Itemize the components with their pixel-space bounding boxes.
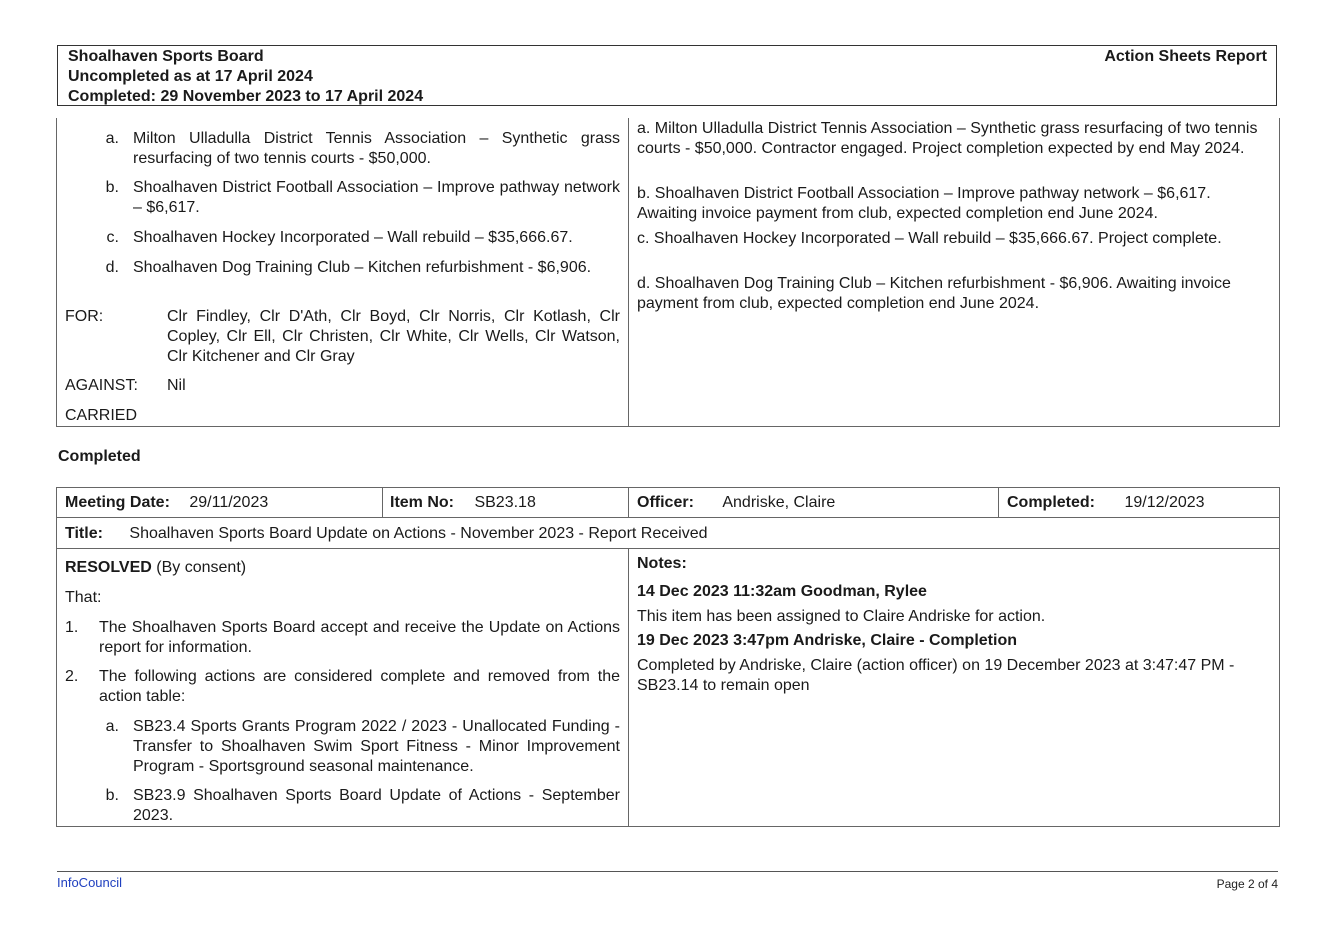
resolved-label: RESOLVED: [65, 559, 152, 576]
note-item-d: d. Shoalhaven Dog Training Club – Kitchen refurbishment - $6,906. Awaiting invoice payment from club, expected completion end June 2024.: [637, 275, 1231, 312]
action-continuation-table: a. Milton Ulladulla District Tennis Association – Synthetic grass resurfacing of two tennis courts - $50,000. b. Shoalhaven District Football Association – Improve pathway network – $6,617. c. Shoalhaven Hockey Incorporated – Wall rebuild – $35,666.67. d. Shoalhaven Dog Training Club – Kitchen refurbishment - $6,906. FOR: Clr Findley, Clr D'Ath, Clr Boyd, Clr Norris, Clr Kotlash, Clr Copley, Clr Ell, Clr Christen, Clr White, Clr Wells, Clr Watson, Clr Kitchener and Clr Gray AGAINST: Nil CARRIED a. Milton Ulladulla District Tennis Association – Synthetic grass resurfacing of two tennis courts - $50,000. Contractor engaged. Project completion expected by end May 2024. b. Shoalhaven District Football Association – Improve pathway network – $6,617. Awaiting invoice payment from club, expected completion end June 2024. c. Shoalhaven Hockey Incorporated – Wall rebuild – $35,666.67. Project complete. d. Shoalhaven Dog Training Club – Kitchen refurbishment - $6,906. Awaiting invoice payment from club, expected completion end June 2024.: [56, 118, 1280, 427]
org-name: Shoalhaven Sports Board: [68, 48, 264, 65]
completed-date-value: 19/12/2023: [1124, 494, 1205, 511]
officer-cell: [637, 493, 835, 513]
column-divider: [628, 548, 629, 826]
cell-divider: [998, 488, 999, 517]
against-label: AGAINST:: [65, 377, 138, 394]
completed-date-cell: [1007, 493, 1205, 513]
note-1-body: This item has been assigned to Claire Andriske for action.: [637, 608, 1046, 625]
cell-divider: [382, 488, 383, 517]
title-row: [65, 524, 708, 544]
meeting-date-value: 29/11/2023: [189, 494, 269, 511]
that-label: That:: [65, 589, 102, 606]
completed-range: Completed: 29 November 2023 to 17 April 2024: [68, 88, 424, 105]
title-label: Title:: [65, 525, 103, 542]
for-councillors: Clr Findley, Clr D'Ath, Clr Boyd, Clr Norris, Clr Kotlash, Clr Copley, Clr Ell, Clr Christen, Clr White, Clr Wells, Clr Watson, Clr Kitchener and Clr Gray: [167, 308, 620, 365]
footer-divider: [57, 871, 1278, 872]
completed-action-table: Meeting Date: 29/11/2023 Item No: SB23.18 Officer: Andriske, Claire Completed: 19/12/2023 Title: Shoalhaven Sports Board Update on Actions - November 2023 - Report Received RESOLVED (By consent) That: 1. The Shoalhaven Sports Board accept and receive the Update on Actions report for information. 2. The following actions are considered complete and removed from the action table: a. SB23.4 Sports Grants Program 2022 / 2023 - Unallocated Funding - Transfer to Shoalhaven Swim Sport Fitness - Minor Improvement Program - Sportsground seasonal maintenance. b. SB23.9 Shoalhaven Sports Board Update of Actions - September 2023. Notes: 14 Dec 2023 11:32am Goodman, Rylee This item has been assigned to Claire Andriske for action. 19 Dec 2023 3:47pm Andriske, Claire - Completion Completed by Andriske, Claire (action officer) on 19 December 2023 at 3:47:47 PM - SB23.14 to remain open: [56, 487, 1280, 827]
note-item-a: a. Milton Ulladulla District Tennis Association – Synthetic grass resurfacing of two tennis courts - $50,000. Contractor engaged. Project completion expected by end May 2024.: [637, 120, 1258, 157]
officer-value: Andriske, Claire: [722, 494, 836, 511]
completed-heading: Completed: [58, 448, 141, 465]
completed-date-label: Completed:: [1007, 494, 1095, 511]
item-no-label: Item No:: [390, 494, 454, 511]
column-divider: [628, 118, 629, 426]
report-title: Action Sheets Report: [1104, 48, 1267, 65]
header-left: [68, 47, 423, 107]
row-divider: [57, 548, 1279, 549]
officer-label: Officer:: [637, 494, 694, 511]
note-item-c: c. Shoalhaven Hockey Incorporated – Wall rebuild – $35,666.67. Project complete.: [637, 230, 1222, 247]
item-no-cell: [390, 493, 536, 513]
note-item-b: b. Shoalhaven District Football Association – Improve pathway network – $6,617. Awaiting invoice payment from club, expected completion end June 2024.: [637, 185, 1211, 222]
resolved-note: (By consent): [151, 559, 247, 576]
page-number: Page 2 of 4: [1216, 877, 1278, 891]
note-2-header: 19 Dec 2023 3:47pm Andriske, Claire - Completion: [637, 632, 1017, 649]
footer-brand: InfoCouncil: [57, 875, 123, 890]
notes-label: Notes:: [637, 555, 687, 572]
for-label: FOR:: [65, 308, 104, 325]
meeting-date-label: Meeting Date:: [65, 494, 170, 511]
uncompleted-date: Uncompleted as at 17 April 2024: [68, 68, 313, 85]
note-2-body: Completed by Andriske, Claire (action officer) on 19 December 2023 at 3:47:47 PM - SB23.14 to remain open: [637, 657, 1235, 694]
resolved-line: [65, 558, 246, 578]
item-no-value: SB23.18: [474, 494, 536, 511]
carried-label: CARRIED: [65, 407, 138, 424]
meeting-date-cell: [65, 493, 268, 513]
title-value: Shoalhaven Sports Board Update on Actions - November 2023 - Report Received: [129, 525, 708, 542]
against-value: Nil: [167, 377, 186, 394]
report-header: [57, 45, 1277, 106]
note-1-header: 14 Dec 2023 11:32am Goodman, Rylee: [637, 583, 927, 600]
row-divider: [57, 517, 1279, 518]
cell-divider: [628, 488, 629, 517]
